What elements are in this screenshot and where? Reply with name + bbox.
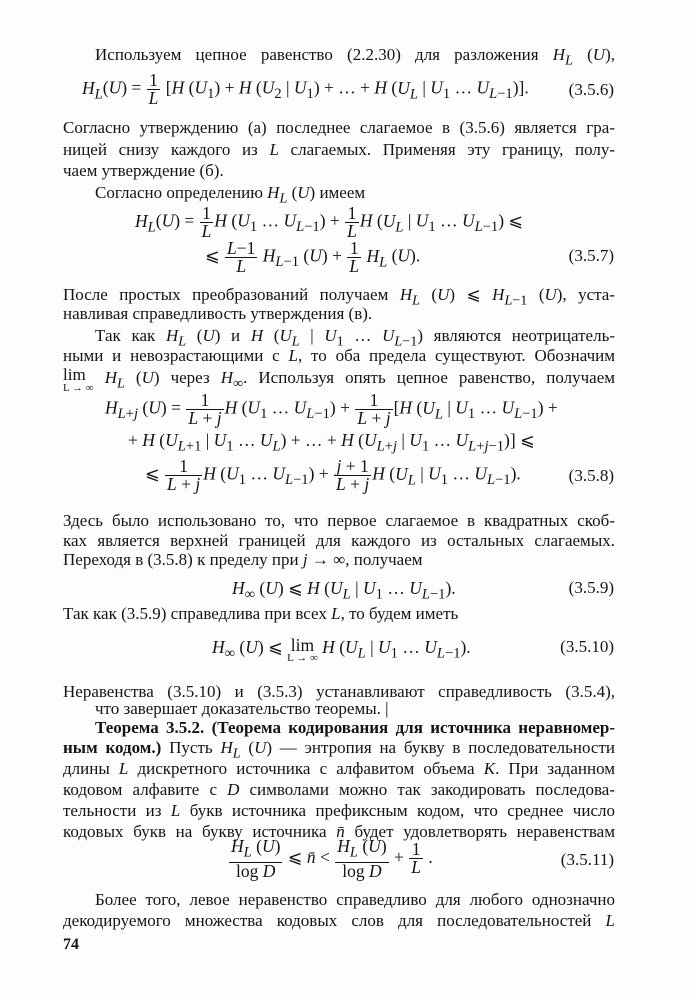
equation-3-5-8-line2: + H ($U_{L+1}$ | $U_1$ … $U_L$) + … + H ($U_{L+j}$ | $U_1$ … $U_{L+j-1}$)] ⩽ (128, 430, 535, 455)
text-line: Более того, левое неравенство справедливо для любого однозначно (95, 890, 615, 909)
text-line: ными и невозрастающими с L, то оба предела существуют. Обозначим (63, 346, 615, 365)
equation-3-5-6: $H_L(U)$ = $\frac{1}{L}$ [H $(U_1) + H$ ($U_2$ | $U_1$) + … + H ($U_L$ | $U_1$ … $U_{L-1}$)]. (82, 70, 529, 108)
text-line: длины L дискретного источника с алфавитом объема K. При заданном (63, 759, 616, 778)
text-line: ным кодом.) Пусть $H_L$ (U) — энтропия на букву в последовательности (63, 738, 615, 762)
text-line: ках является верхней границей для каждого из остальных слагаемых. (63, 531, 615, 550)
text-line: Используем цепное равенство (2.2.30) для разложения $H_L$ (U), (95, 45, 615, 69)
equation-number: (3.5.7) (568, 246, 614, 265)
text-line: Так как (3.5.9) справедлива при всех L, то будем иметь (63, 604, 459, 623)
text-line: навливая справедливость утверждения (в). (63, 304, 373, 323)
text-line: Здесь было использовано то, что первое слагаемое в квадратных скоб- (63, 511, 615, 530)
page-number: 74 (63, 936, 79, 953)
equation-number: (3.5.6) (568, 80, 614, 99)
text-line: Так как $H_L$ (U) и H ($U_L$ | $U_1$ … $U_{L-1}$) являются неотрицатель- (95, 326, 615, 350)
equation-3-5-7-line1: $H_L(U)$ = $\frac{1}{L}$ H ($U_1$ … $U_{L-1}$) + $\frac{1}{L}$ H ($U_L$ | $U_1$ … $U_{L-1}$) ⩽ (135, 203, 524, 241)
text-line: что завершает доказательство теоремы. | (95, 699, 389, 718)
text-line: Переходя в (3.5.8) к пределу при j → ∞, получаем (63, 550, 423, 569)
text-line: Согласно определению $H_L$ (U) имеем (95, 183, 366, 207)
text-line: кодовом алфавите с D символами можно так закодировать последова- (63, 780, 615, 799)
equation-3-5-9: $H_\infty$ (U) ⩽ H ($U_L$ | $U_1$ … $U_{L-1}$). (232, 578, 456, 603)
text-line: чаем утверждение (б). (63, 161, 224, 180)
equation-3-5-8-line1: $H_{L+j}$ (U) = $\frac{1}{L + j}$ H ($U_1$ … $U_{L-1}$) + $\frac{1}{L + j}$ [H ($U_L$ | $U_1$ … $U_{L-1}$) + (105, 390, 558, 428)
text-line: ницей снизу каждого из L слагаемых. Применяя эту границу, полу- (63, 140, 615, 159)
text-line: Согласно утверждению (а) последнее слагаемое в (3.5.6) является гра- (63, 118, 615, 137)
equation-3-5-8-line3: ⩽ $\frac{1}{L + j}$ H ($U_1$ … $U_{L-1}$) + $\frac{j + 1}{L + j}$ H ($U_L$ | $U_1$ … $U_{L-1}$). (145, 456, 521, 494)
equation-number: (3.5.11) (560, 850, 614, 869)
text-line: тельности из L букв источника префиксным кодом, что среднее число (63, 801, 615, 820)
text-line: lim L → ∞ $H_L$ (U) через $H_\infty$. Используя опять цепное равенство, получаем (63, 365, 615, 394)
equation-3-5-11: $\frac{H_L (U)}{\text{log D}}$ ⩽ n̄ < $\frac{H_L (U)}{\text{log D}}$ + $\frac{1}{L}$ . (231, 836, 433, 881)
equation-3-5-10: $H_\infty$ (U) ⩽ lim L → ∞ H ($U_L$ | $U_1$ … $U_{L-1}$). (212, 635, 471, 664)
text-line: После простых преобразований получаем $H_L$ (U) ⩽ $H_{L-1}$ (U), уста- (63, 285, 616, 309)
text-line: кодовых букв на букву источника n̄ будет удовлетворять неравенствам (63, 822, 615, 841)
text-line: Неравенства (3.5.10) и (3.5.3) устанавливают справедливость (3.5.4), (63, 682, 615, 701)
equation-number: (3.5.8) (568, 466, 614, 485)
equation-number: (3.5.9) (568, 578, 614, 597)
equation-3-5-7-line2: ⩽ $\frac{L-1}{L}$ $H_{L-1}$ (U) + $\frac{1}{L}$ $H_L$ (U). (205, 238, 421, 276)
theorem-heading: Теорема 3.5.2. (Теорема кодирования для источника неравномер- (95, 718, 615, 737)
equation-number: (3.5.10) (560, 637, 614, 656)
text-line: декодируемого множества кодовых слов для последовательностей L (63, 911, 615, 930)
